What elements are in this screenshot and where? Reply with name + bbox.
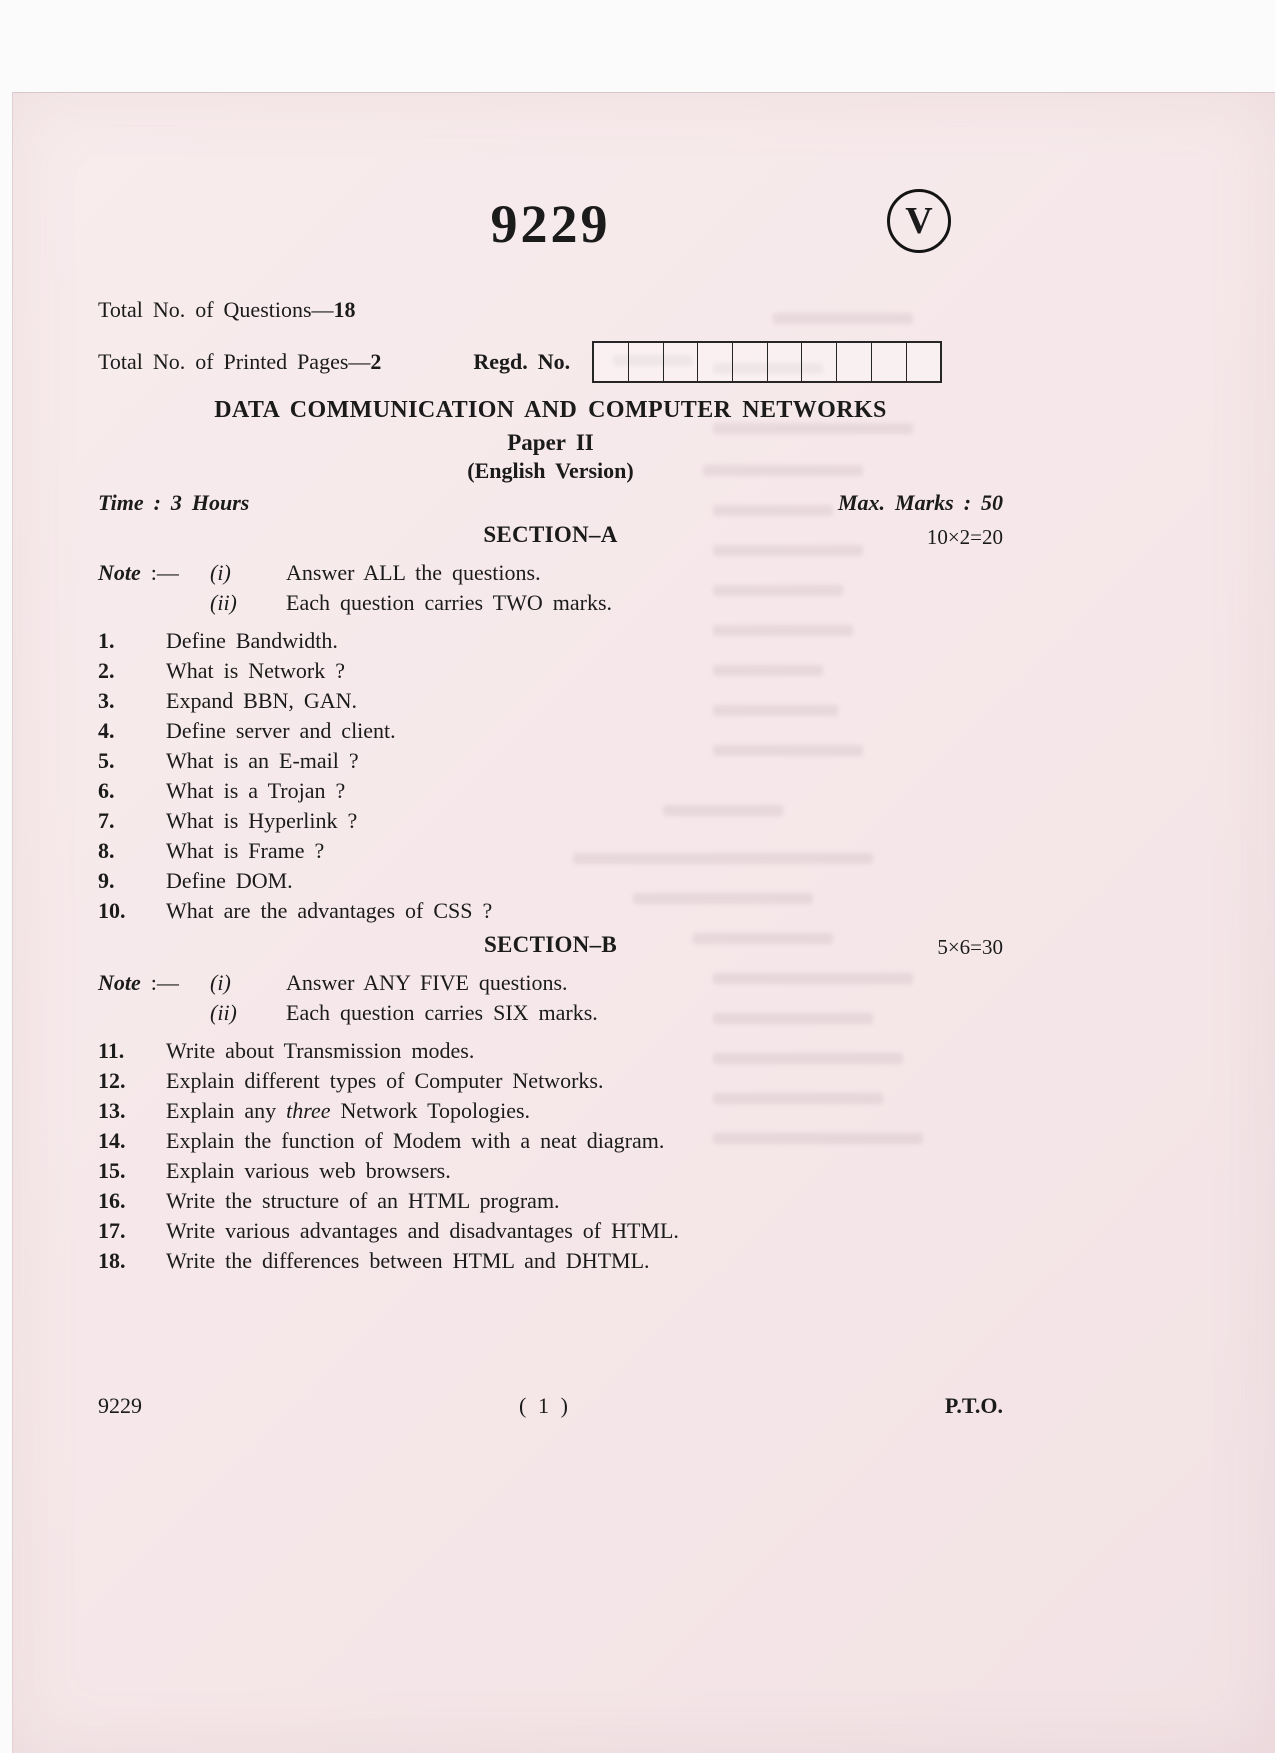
note-number: (i) [210, 560, 231, 585]
note-number: (ii) [210, 590, 237, 615]
question-row [98, 1036, 1003, 1066]
total-pages-line [98, 349, 381, 375]
question-row [98, 1216, 1003, 1246]
section-questions [98, 1036, 1003, 1276]
section-questions [98, 626, 1003, 926]
regd-no-cell [697, 343, 732, 381]
total-pages-value: 2 [370, 349, 382, 374]
question-row [98, 656, 1003, 686]
footer-pto: P.T.O. [944, 1393, 1003, 1418]
printed-pages-row [98, 341, 1003, 383]
version-letter: V [905, 200, 933, 242]
question-number: 11. [98, 1038, 125, 1063]
time-allowed: Time : 3 Hours [98, 490, 250, 515]
question-row [98, 896, 1003, 926]
question-number: 10. [98, 898, 126, 923]
note-label: Note :— [98, 560, 179, 585]
regd-no-cell [871, 343, 906, 381]
question-row [98, 836, 1003, 866]
question-number: 12. [98, 1068, 126, 1093]
question-row [98, 626, 1003, 656]
total-questions-value: 18 [333, 297, 356, 322]
section-marks: 5×6=30 [937, 935, 1003, 959]
header-code-row [98, 193, 1003, 257]
total-questions-line [98, 297, 1003, 323]
question-text: Explain various web browsers. [166, 1158, 451, 1183]
max-marks: Max. Marks : 50 [837, 490, 1003, 515]
section-heading: SECTION–B [483, 932, 618, 957]
question-text: What is Frame ? [166, 838, 325, 863]
question-text: What is an E-mail ? [166, 748, 359, 773]
question-number: 8. [98, 838, 115, 863]
paper-number: Paper II [507, 430, 594, 455]
question-number: 1. [98, 628, 115, 653]
question-row [98, 806, 1003, 836]
note-row [98, 558, 1003, 588]
footer-exam-code: 9229 [98, 1393, 142, 1418]
regd-no-cell [594, 343, 628, 381]
note-number: (i) [210, 970, 231, 995]
question-number: 5. [98, 748, 115, 773]
question-number: 6. [98, 778, 115, 803]
question-number: 15. [98, 1158, 126, 1183]
exam-paper-page [12, 92, 1275, 1753]
paper-title: DATA COMMUNICATION AND COMPUTER NETWORKS [214, 397, 887, 423]
question-text: Explain any three Network Topologies. [166, 1098, 531, 1123]
note-row [98, 998, 1003, 1028]
question-row [98, 1186, 1003, 1216]
note-row [98, 588, 1003, 618]
note-text: Each question carries TWO marks. [286, 590, 613, 615]
page-content [98, 93, 1003, 1276]
sections-container [98, 522, 1003, 1276]
question-row [98, 866, 1003, 896]
question-row [98, 746, 1003, 776]
question-number: 16. [98, 1188, 126, 1213]
note-label: Note :— [98, 970, 179, 995]
section-notes [98, 968, 1003, 1028]
question-number: 17. [98, 1218, 126, 1243]
exam-code: 9229 [490, 194, 611, 254]
question-row [98, 1126, 1003, 1156]
question-text: Write about Transmission modes. [166, 1038, 475, 1063]
question-text: Define Bandwidth. [166, 628, 338, 653]
regd-no-cell [628, 343, 663, 381]
time-marks-row [98, 490, 1003, 516]
note-row [98, 968, 1003, 998]
question-text: What is Hyperlink ? [166, 808, 358, 833]
question-number: 4. [98, 718, 115, 743]
regd-no-grid [592, 341, 942, 383]
note-text: Answer ANY FIVE questions. [286, 970, 568, 995]
question-row [98, 1096, 1003, 1126]
version-badge [887, 189, 951, 253]
question-number: 13. [98, 1098, 126, 1123]
question-text: Write various advantages and disadvantages of HTML. [166, 1218, 679, 1243]
question-number: 14. [98, 1128, 126, 1153]
question-text: Explain different types of Computer Networks. [166, 1068, 604, 1093]
section-heading-row [98, 522, 1003, 552]
question-number: 2. [98, 658, 115, 683]
section-block [98, 522, 1003, 926]
question-text: Define DOM. [166, 868, 293, 893]
question-row [98, 1156, 1003, 1186]
regd-no-cell [801, 343, 836, 381]
note-text: Each question carries SIX marks. [286, 1000, 598, 1025]
question-text: Expand BBN, GAN. [166, 688, 358, 713]
question-row [98, 716, 1003, 746]
section-heading-row [98, 932, 1003, 962]
section-block [98, 932, 1003, 1276]
note-label [98, 588, 210, 618]
total-pages-label: Total No. of Printed Pages— [98, 349, 371, 374]
regd-no-label: Regd. No. [473, 349, 571, 374]
regd-no-cell [767, 343, 802, 381]
regd-no-cell [663, 343, 698, 381]
note-number: (ii) [210, 1000, 237, 1025]
question-number: 7. [98, 808, 115, 833]
section-heading: SECTION–A [483, 522, 618, 547]
question-row [98, 686, 1003, 716]
question-row [98, 1066, 1003, 1096]
page-footer [98, 1393, 1003, 1419]
total-questions-label: Total No. of Questions— [98, 297, 334, 322]
question-text: What are the advantages of CSS ? [166, 898, 493, 923]
footer-page-number: ( 1 ) [518, 1393, 568, 1418]
section-notes [98, 558, 1003, 618]
regd-no-cell [732, 343, 767, 381]
section-marks: 10×2=20 [926, 525, 1003, 549]
question-text: What is Network ? [166, 658, 345, 683]
question-text: Write the structure of an HTML program. [166, 1188, 560, 1213]
question-row [98, 776, 1003, 806]
question-number: 9. [98, 868, 115, 893]
question-text: Explain the function of Modem with a neat diagram. [166, 1128, 665, 1153]
regd-no-cell [836, 343, 871, 381]
question-text: What is a Trojan ? [166, 778, 346, 803]
question-row [98, 1246, 1003, 1276]
question-number: 18. [98, 1248, 126, 1273]
regd-no-cell [906, 343, 941, 381]
note-label [98, 998, 210, 1028]
note-text: Answer ALL the questions. [286, 560, 541, 585]
question-number: 3. [98, 688, 115, 713]
language-version: (English Version) [467, 458, 634, 483]
question-text: Write the differences between HTML and DHTML. [166, 1248, 650, 1273]
question-text: Define server and client. [166, 718, 396, 743]
